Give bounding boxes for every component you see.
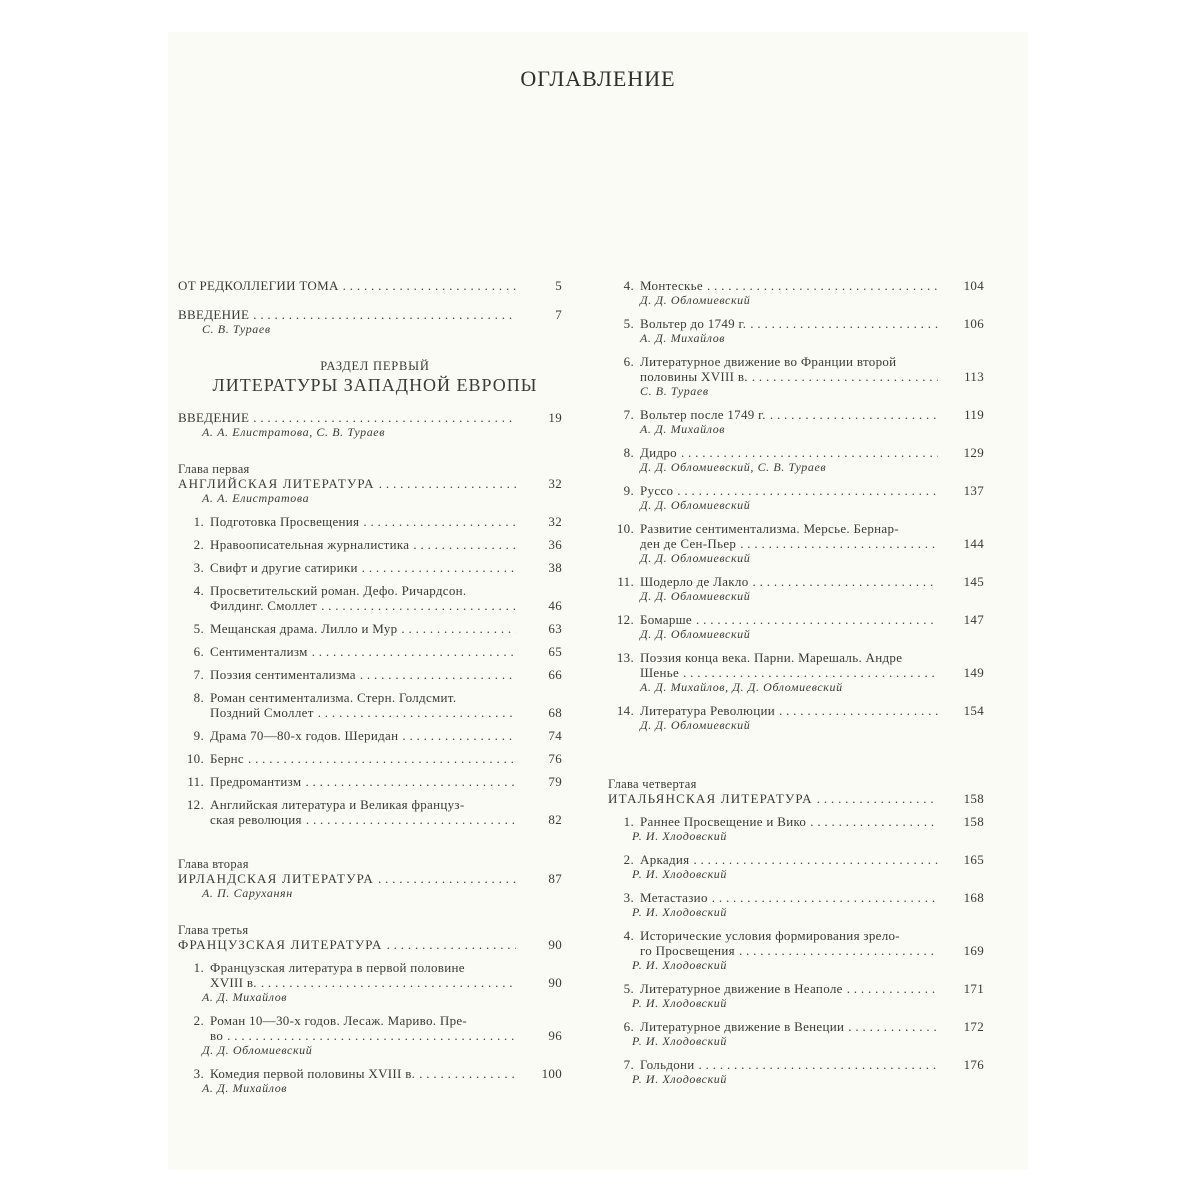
toc-right-column — [608, 278, 984, 1095]
item-author: Д. Д. Обломиевский — [640, 293, 751, 307]
item-title: Литературное движение в Венеции — [640, 1019, 845, 1034]
item-title-continued: половины XVIII в. — [640, 369, 748, 384]
chapter-items — [608, 814, 984, 1087]
item-title: Драма 70—80-х годов. Шеридан — [210, 728, 399, 743]
item-title: Монтескье — [640, 278, 703, 293]
item-page: 154 — [963, 703, 984, 718]
toc-item[interactable] — [608, 316, 984, 346]
item-page: 172 — [963, 1019, 984, 1034]
entry-author: А. А. Елистратова, С. В. Тураев — [202, 425, 386, 439]
item-author: Д. Д. Обломиевский — [202, 1043, 313, 1057]
item-title: Просветительский роман. Дефо. Ричардсон. — [210, 583, 467, 598]
item-page: 165 — [963, 852, 984, 867]
toc-item[interactable] — [178, 690, 562, 720]
item-number: 10. — [186, 751, 204, 766]
chapter-title: ФРАНЦУЗСКАЯ ЛИТЕРАТУРА — [178, 937, 383, 952]
chapter-items — [178, 514, 562, 827]
item-author: Д. Д. Обломиевский — [640, 718, 751, 732]
toc-item[interactable] — [178, 560, 562, 575]
chapter-italian — [608, 777, 984, 1087]
item-title-continued: Поздний Смоллет — [210, 705, 314, 720]
item-title: Бомарше — [640, 612, 693, 627]
item-page: 46 — [548, 598, 562, 613]
item-title: Гольдони — [640, 1057, 695, 1072]
item-page: 66 — [548, 667, 562, 682]
entry-author: С. В. Тураев — [202, 322, 271, 336]
chapter-label: Глава вторая — [178, 857, 249, 871]
item-number: 4. — [623, 278, 634, 293]
item-title: Французская литература в первой половине — [210, 960, 465, 975]
item-title: Английская литература и Великая француз- — [210, 797, 465, 812]
chapter-french — [178, 923, 562, 1096]
entry-title: ВВЕДЕНИЕ — [178, 307, 250, 322]
chapter-label: Глава четвертая — [608, 777, 697, 791]
item-number: 5. — [623, 316, 634, 331]
toc-item[interactable] — [608, 814, 984, 844]
chapter-author: А. А. Елистратова — [202, 491, 310, 505]
item-number: 14. — [616, 703, 634, 718]
item-page: 144 — [963, 536, 984, 551]
item-title-continued: XVIII в. — [210, 975, 257, 990]
item-title: Исторические условия формирования зрело- — [640, 928, 900, 943]
toc-item[interactable] — [608, 928, 984, 973]
item-page: 176 — [963, 1057, 984, 1072]
item-title: Свифт и другие сатирики — [210, 560, 358, 575]
entry-page: 19 — [548, 410, 562, 425]
item-author: А. Д. Михайлов, Д. Д. Обломиевский — [640, 680, 843, 694]
item-number: 2. — [623, 852, 634, 867]
chapter-heading[interactable] — [178, 937, 562, 952]
entry-page: 5 — [555, 278, 562, 293]
item-author: Р. И. Хлодовский — [632, 905, 728, 919]
chapter-items-continued — [608, 278, 984, 733]
toc-item[interactable] — [178, 644, 562, 659]
item-number: 11. — [617, 574, 634, 589]
item-page: 119 — [964, 407, 984, 422]
toc-item[interactable] — [178, 1066, 562, 1096]
section-label: РАЗДЕЛ ПЕРВЫЙ — [320, 359, 430, 373]
chapter-title: ИРЛАНДСКАЯ ЛИТЕРАТУРА — [178, 871, 374, 886]
toc-left-column — [178, 278, 562, 1104]
chapter-author: А. П. Саруханян — [202, 886, 293, 900]
item-author: Р. И. Хлодовский — [632, 1072, 728, 1086]
toc-item[interactable] — [608, 483, 984, 513]
item-title: Литература Революции — [640, 703, 775, 718]
item-author: Р. И. Хлодовский — [632, 1034, 728, 1048]
item-title-continued: го Просвещения — [640, 943, 735, 958]
item-author: Д. Д. Обломиевский, С. В. Тураев — [640, 460, 827, 474]
item-page: 38 — [548, 560, 562, 575]
item-page: 168 — [963, 890, 984, 905]
item-author: А. Д. Михайлов — [640, 331, 726, 345]
item-title: Шодерло де Лакло — [640, 574, 749, 589]
item-page: 100 — [541, 1066, 562, 1081]
item-page: 68 — [548, 705, 562, 720]
item-number: 1. — [193, 514, 204, 529]
chapter-title: ИТАЛЬЯНСКАЯ ЛИТЕРАТУРА — [608, 791, 813, 806]
item-number: 6. — [623, 1019, 634, 1034]
toc-item[interactable] — [608, 981, 984, 1011]
toc-item[interactable] — [178, 583, 562, 613]
entry-title: ОТ РЕДКОЛЛЕГИИ ТОМА — [178, 278, 339, 293]
toc-entry-editorial[interactable] — [178, 278, 562, 293]
toc-item[interactable] — [608, 1019, 984, 1049]
toc-item[interactable] — [608, 703, 984, 733]
chapter-label: Глава первая — [178, 462, 250, 476]
toc-item[interactable] — [608, 612, 984, 642]
item-title: Развитие сентиментализма. Мерсье. Бернар- — [640, 521, 899, 536]
item-page: 104 — [963, 278, 984, 293]
item-author: Р. И. Хлодовский — [632, 829, 728, 843]
toc-item[interactable] — [608, 407, 984, 437]
item-title: Подготовка Просвещения — [210, 514, 360, 529]
item-title: Поэзия сентиментализма — [210, 667, 356, 682]
item-title-continued: во — [210, 1028, 224, 1043]
item-page: 82 — [548, 812, 562, 827]
item-number: 1. — [193, 960, 204, 975]
chapter-title: АНГЛИЙСКАЯ ЛИТЕРАТУРА — [178, 476, 375, 491]
item-title: Роман сентиментализма. Стерн. Голдсмит. — [210, 690, 457, 705]
item-author: Д. Д. Обломиевский — [640, 589, 751, 603]
item-title: Вольтер после 1749 г. — [640, 407, 766, 422]
item-title-continued: Шенье — [640, 665, 680, 680]
toc-item[interactable] — [178, 728, 562, 743]
item-number: 12. — [186, 797, 204, 812]
toc-item[interactable] — [178, 797, 562, 827]
item-author: А. Д. Михайлов — [202, 1081, 288, 1095]
chapter-page: 158 — [963, 791, 984, 806]
item-number: 5. — [623, 981, 634, 996]
item-title: Поэзия конца века. Парни. Марешаль. Андре — [640, 650, 903, 665]
item-author: Р. И. Хлодовский — [632, 958, 728, 972]
item-number: 8. — [623, 445, 634, 460]
item-number: 12. — [616, 612, 634, 627]
chapter-irish — [178, 857, 562, 901]
item-page: 147 — [963, 612, 984, 627]
item-number: 4. — [623, 928, 634, 943]
item-page: 106 — [963, 316, 984, 331]
item-page: 63 — [548, 621, 562, 636]
toc-item[interactable] — [608, 890, 984, 920]
toc-item[interactable] — [608, 354, 984, 399]
item-title: Роман 10—30-х годов. Лесаж. Мариво. Пре- — [210, 1013, 468, 1028]
item-author: Д. Д. Обломиевский — [640, 498, 751, 512]
item-page: 149 — [963, 665, 984, 680]
chapter-page: 90 — [548, 937, 562, 952]
item-number: 6. — [193, 644, 204, 659]
item-title: Нравоописательная журналистика — [210, 537, 410, 552]
book-page — [168, 32, 1028, 1170]
item-page: 32 — [548, 514, 562, 529]
item-number: 9. — [193, 728, 204, 743]
item-title-continued: Филдинг. Смоллет — [210, 598, 318, 613]
item-title-continued: ская революция — [210, 812, 302, 827]
item-page: 113 — [964, 369, 984, 384]
item-number: 3. — [623, 890, 634, 905]
item-page: 169 — [963, 943, 984, 958]
item-number: 1. — [623, 814, 634, 829]
toc-item[interactable] — [608, 852, 984, 882]
item-number: 7. — [623, 407, 634, 422]
item-title: Предромантизм — [210, 774, 302, 789]
entry-page: 7 — [555, 307, 562, 322]
item-number: 9. — [623, 483, 634, 498]
item-number: 2. — [193, 1013, 204, 1028]
item-page: 171 — [963, 981, 984, 996]
item-page: 158 — [963, 814, 984, 829]
item-page: 96 — [548, 1028, 562, 1043]
item-title: Дидро — [640, 445, 677, 460]
item-number: 3. — [193, 1066, 204, 1081]
item-number: 4. — [193, 583, 204, 598]
item-title: Мещанская драма. Лилло и Мур — [210, 621, 398, 636]
toc-item[interactable] — [608, 445, 984, 475]
chapter-page: 87 — [548, 871, 562, 886]
item-number: 7. — [193, 667, 204, 682]
item-title: Вольтер до 1749 г. — [640, 316, 747, 331]
chapter-heading[interactable] — [178, 476, 562, 491]
toc-entry-section-intro[interactable] — [178, 410, 562, 440]
toc-item[interactable] — [608, 278, 984, 308]
toc-item[interactable] — [178, 667, 562, 682]
item-page: 76 — [548, 751, 562, 766]
item-number: 10. — [616, 521, 634, 536]
section-heading — [178, 359, 562, 396]
toc-entry-intro[interactable] — [178, 307, 562, 337]
item-number: 6. — [623, 354, 634, 369]
item-page: 90 — [548, 975, 562, 990]
item-page: 129 — [963, 445, 984, 460]
chapter-english — [178, 462, 562, 827]
item-title: Бернс — [210, 751, 244, 766]
item-page: 137 — [963, 483, 984, 498]
chapter-heading[interactable] — [178, 871, 562, 886]
item-title: Метастазио — [640, 890, 708, 905]
item-author: Р. И. Хлодовский — [632, 996, 728, 1010]
toc-item[interactable] — [178, 751, 562, 766]
item-title: Руссо — [640, 483, 674, 498]
item-number: 2. — [193, 537, 204, 552]
toc-item[interactable] — [178, 960, 562, 1005]
toc-item[interactable] — [608, 521, 984, 566]
item-author: Р. И. Хлодовский — [632, 867, 728, 881]
chapter-heading[interactable] — [608, 791, 984, 806]
toc-item[interactable] — [608, 650, 984, 695]
chapter-items — [178, 960, 562, 1096]
item-title: Литературное движение в Неаполе — [640, 981, 843, 996]
section-title: ЛИТЕРАТУРЫ ЗАПАДНОЙ ЕВРОПЫ — [212, 375, 538, 395]
item-page: 36 — [548, 537, 562, 552]
item-title-continued: ден де Сен-Пьер — [640, 536, 737, 551]
item-page: 65 — [548, 644, 562, 659]
chapter-label: Глава третья — [178, 923, 249, 937]
item-title: Раннее Просвещение и Вико — [640, 814, 807, 829]
item-title: Сентиментализм — [210, 644, 308, 659]
toc-item[interactable] — [178, 514, 562, 529]
toc-item[interactable] — [608, 574, 984, 604]
item-title: Аркадия — [640, 852, 690, 867]
item-author: А. Д. Михайлов — [640, 422, 726, 436]
item-number: 7. — [623, 1057, 634, 1072]
chapter-page: 32 — [548, 476, 562, 491]
toc-item[interactable] — [178, 774, 562, 789]
item-title: Комедия первой половины XVIII в. — [210, 1066, 416, 1081]
toc-title: ОГЛАВЛЕНИЕ — [520, 66, 676, 91]
item-number: 11. — [187, 774, 204, 789]
item-author: С. В. Тураев — [640, 384, 709, 398]
item-author: Д. Д. Обломиевский — [640, 551, 751, 565]
item-number: 8. — [193, 690, 204, 705]
item-number: 13. — [616, 650, 634, 665]
toc-item[interactable] — [178, 621, 562, 636]
toc-item[interactable] — [178, 537, 562, 552]
toc-item[interactable] — [608, 1057, 984, 1087]
item-page: 145 — [963, 574, 984, 589]
toc-item[interactable] — [178, 1013, 562, 1058]
item-title: Литературное движение во Франции второй — [640, 354, 897, 369]
item-page: 74 — [548, 728, 562, 743]
item-page: 79 — [548, 774, 562, 789]
item-author: А. Д. Михайлов — [202, 990, 288, 1004]
item-author: Д. Д. Обломиевский — [640, 627, 751, 641]
item-number: 5. — [193, 621, 204, 636]
item-number: 3. — [193, 560, 204, 575]
entry-title: ВВЕДЕНИЕ — [178, 410, 250, 425]
